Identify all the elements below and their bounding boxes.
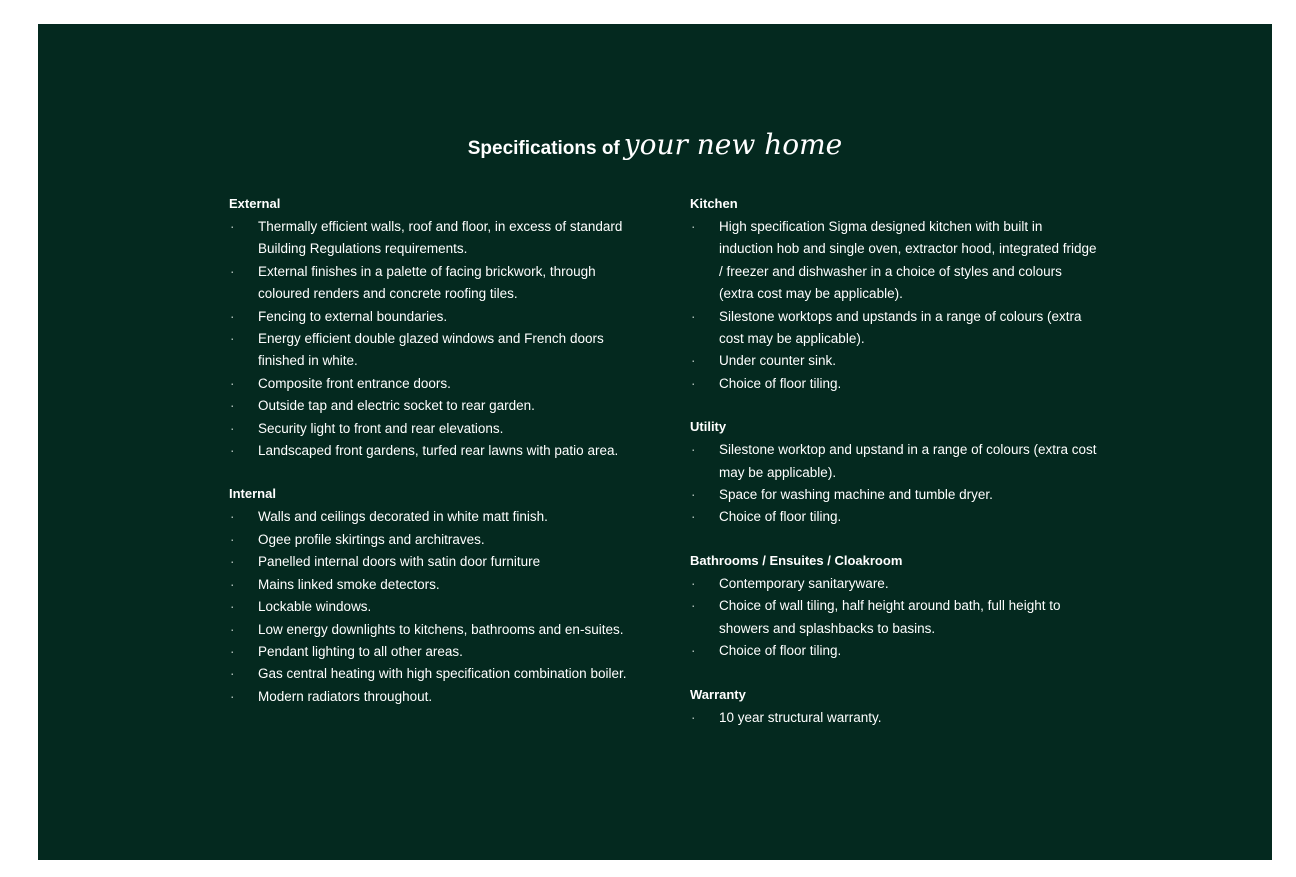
spec-list-item: · Walls and ceilings decorated in white matt finish.: [229, 506, 639, 528]
section-heading: Kitchen: [690, 196, 738, 211]
spec-list-item: · 10 year structural warranty.: [690, 707, 1100, 729]
spec-section-warranty: [690, 685, 1100, 729]
spec-list-item: · Choice of floor tiling.: [690, 373, 1100, 395]
spec-section-external: [229, 194, 639, 462]
spec-list-item: · Security light to front and rear elevations.: [229, 418, 639, 440]
spec-list-item: · Gas central heating with high specification combination boiler.: [229, 663, 639, 685]
section-heading: External: [229, 196, 281, 211]
section-heading: Internal: [229, 486, 276, 502]
section-heading: Bathrooms / Ensuites / Cloakroom: [690, 552, 903, 568]
spec-list: [690, 573, 1100, 663]
section-heading: Warranty: [690, 686, 746, 702]
left-spec-column: [229, 194, 639, 730]
spec-list-item: · Contemporary sanitaryware.: [690, 573, 1100, 595]
page-title: [38, 128, 1272, 161]
spec-list: [690, 707, 1100, 729]
spec-list-item: · External finishes in a palette of facing brickwork, through coloured renders and concrete roofing tiles.: [229, 261, 639, 306]
spec-list-item: · Pendant lighting to all other areas.: [229, 641, 639, 663]
spec-list-item: · Choice of wall tiling, half height around bath, full height to showers and splashbacks to basins.: [690, 595, 1100, 640]
spec-section-utility: [690, 417, 1100, 529]
spec-list-item: · Thermally efficient walls, roof and floor, in excess of standard Building Regulations requirements.: [229, 216, 639, 261]
spec-list-item: · Space for washing machine and tumble dryer.: [690, 484, 1100, 506]
spec-section-bathrooms-ensuites-cloakroom: [690, 551, 1100, 663]
section-heading: Utility: [690, 419, 727, 435]
spec-list-item: · Lockable windows.: [229, 596, 639, 618]
spec-list-item: · Composite front entrance doors.: [229, 373, 639, 395]
spec-list-item: · Choice of floor tiling.: [690, 506, 1100, 528]
spec-list-item: · Outside tap and electric socket to rear garden.: [229, 395, 639, 417]
spec-section-kitchen: [690, 194, 1100, 395]
spec-list-item: · Silestone worktop and upstand in a range of colours (extra cost may be applicable).: [690, 439, 1100, 484]
spec-list-item: · Landscaped front gardens, turfed rear lawns with patio area.: [229, 440, 639, 462]
spec-list: [690, 216, 1100, 395]
spec-list-item: · Energy efficient double glazed windows and French doors finished in white.: [229, 328, 639, 373]
spec-list-item: · Ogee profile skirtings and architraves.: [229, 529, 639, 551]
spec-list-item: · Modern radiators throughout.: [229, 686, 639, 708]
spec-list-item: · Fencing to external boundaries.: [229, 306, 639, 328]
right-spec-column: [690, 194, 1100, 751]
spec-list-item: · Panelled internal doors with satin door furniture: [229, 551, 639, 573]
spec-list-item: · Choice of floor tiling.: [690, 640, 1100, 662]
spec-section-internal: [229, 484, 639, 708]
title-main-text: Specifications of: [467, 138, 620, 159]
specifications-panel: [38, 24, 1272, 860]
spec-list: [690, 439, 1100, 529]
spec-list-item: · High specification Sigma designed kitchen with built in induction hob and single oven, extractor hood, integrated fridge / freezer and dishwasher in a choice of styles and colours (extra cost may be applicable).: [690, 216, 1100, 306]
spec-list: [229, 216, 639, 462]
spec-list-item: · Silestone worktops and upstands in a range of colours (extra cost may be applicable).: [690, 306, 1100, 351]
spec-list-item: · Low energy downlights to kitchens, bathrooms and en-suites.: [229, 619, 639, 641]
spec-list-item: · Under counter sink.: [690, 350, 1100, 372]
spec-list-item: · Mains linked smoke detectors.: [229, 574, 639, 596]
spec-list: [229, 506, 639, 708]
title-script-text: your new home: [623, 128, 843, 161]
